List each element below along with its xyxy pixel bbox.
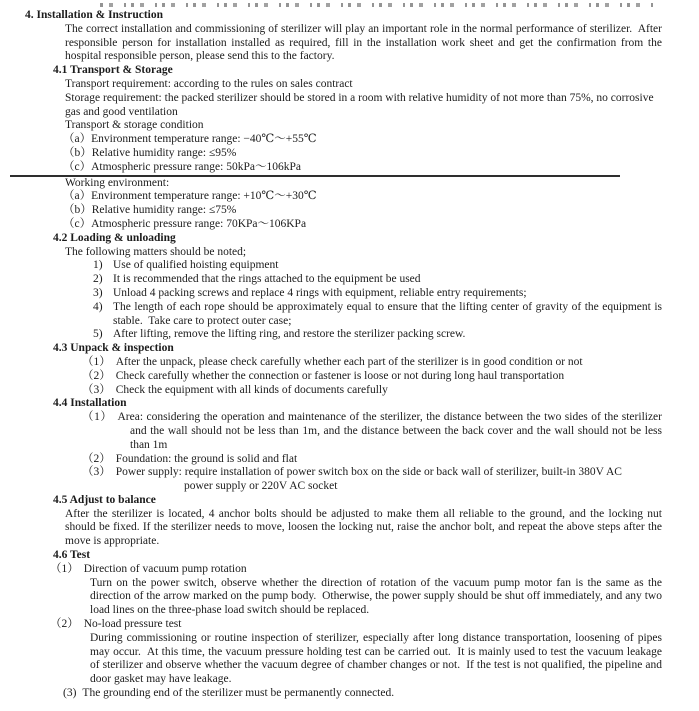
text-line: [0, 563, 662, 577]
text-line: [0, 687, 662, 701]
line-text: The length of each rope should be approximately equal to ensure that the lifting center of gravity of the equipment is stable. Take care to protect outer case;: [113, 300, 662, 327]
list-marker: （1）: [82, 411, 113, 424]
line-text: Power supply: require installation of power switch box on the side or back wall of sterilizer, built-in 380V AC: [115, 466, 622, 479]
text-line: [65, 92, 662, 120]
text-line: [0, 287, 662, 301]
list-marker: （2）: [82, 369, 111, 382]
line-text: Working environment:: [65, 176, 170, 189]
line-text: Direction of vacuum pump rotation: [83, 562, 247, 575]
text-line: [0, 618, 662, 632]
text-line: [0, 301, 662, 329]
list-marker: (3): [63, 687, 77, 700]
list-marker: （1）: [50, 562, 79, 575]
line-text: Storage requirement: the packed sterilizer should be stored in a room with relative humidity of not more than 75%, no corrosive gas and good ventilation: [65, 91, 654, 118]
line-text: Relative humidity range: ≤95%: [91, 146, 237, 159]
list-marker: 5): [93, 328, 103, 341]
line-text: The following matters should be noted;: [65, 245, 247, 258]
text-line: [184, 480, 662, 494]
line-text: 4.4 Installation: [53, 397, 127, 410]
line-text: 4.3 Unpack & inspection: [53, 342, 174, 355]
text-line: [0, 411, 662, 452]
list-marker: 2): [93, 273, 103, 286]
text-line: [63, 161, 662, 175]
text-line: [53, 549, 662, 563]
text-line: [0, 370, 662, 384]
text-line: [65, 119, 662, 133]
text-line: [53, 494, 662, 508]
line-text: 4. Installation & Instruction: [25, 9, 164, 21]
text-line: [65, 78, 662, 92]
line-text: Relative humidity range: ≤75%: [91, 204, 237, 217]
text-line: [90, 632, 662, 687]
list-marker: （b）: [63, 204, 92, 217]
text-line: [65, 23, 662, 64]
line-text: Transport & storage condition: [65, 119, 204, 132]
text-line: [63, 133, 662, 147]
text-line: [53, 342, 662, 356]
text-line: [0, 384, 662, 398]
text-line: [65, 508, 662, 549]
text-line: [53, 64, 662, 78]
list-marker: （b）: [63, 146, 92, 159]
line-text: 4.1 Transport & Storage: [53, 64, 173, 77]
line-text: Turn on the power switch, observe whether the direction of rotation of the vacuum pump motor fan is the same as the direction of the arrow marked on the pump body. Otherwise, the power supply should be shut off immediately, and any two load lines on the three-phase load switch should be replaced.: [90, 576, 662, 617]
text-line: [63, 190, 662, 204]
text-line: [63, 218, 662, 232]
line-text: After the sterilizer is located, 4 anchor bolts should be adjusted to make them all reliable to the ground, and the locking nut should be fixed. If the sterilizer needs to move, loosen the locking nut, raise the anchor bolt, and repeat the above steps after the move is appropriate.: [65, 507, 662, 548]
line-text: No-load pressure test: [83, 618, 182, 631]
list-marker: （3）: [82, 466, 111, 479]
line-text: Unload 4 packing screws and replace 4 rings with equipment, reliable entry requirements;: [113, 286, 527, 299]
line-text: 4.2 Loading & unloading: [53, 231, 176, 244]
list-marker: （3）: [82, 383, 111, 396]
list-marker: 3): [93, 286, 103, 299]
text-line: [65, 177, 662, 191]
text-line: [53, 232, 662, 246]
list-marker: （c）: [63, 217, 92, 230]
text-line: [0, 328, 662, 342]
line-text: Environment temperature range: +10℃～+30℃: [91, 190, 317, 203]
line-text: Area: considering the operation and maintenance of the sterilizer, the distance between the two sides of the sterilizer and the wall should not be less than 1m, and the distance between the back cover and the wall should not be less than 1m: [117, 411, 662, 451]
text-line: [0, 259, 662, 273]
line-text: The grounding end of the sterilizer must be permanently connected.: [82, 687, 395, 700]
line-text: 4.5 Adjust to balance: [53, 493, 156, 506]
line-text: After the unpack, please check carefully whether each part of the sterilizer is in good condition or not: [115, 355, 583, 368]
line-text: Atmospheric pressure range: 50kPa～106kPa: [91, 160, 301, 173]
list-marker: 1): [93, 259, 103, 272]
list-marker: （1）: [82, 355, 111, 368]
line-text: Foundation: the ground is solid and flat: [115, 452, 298, 465]
text-line: [0, 453, 662, 467]
line-text: Check the equipment with all kinds of documents carefully: [115, 383, 388, 396]
list-marker: （2）: [82, 452, 111, 465]
document-body: [0, 3, 662, 701]
text-line: [63, 204, 662, 218]
line-text: The correct installation and commissioning of sterilizer will play an important role in the normal performance of sterilizer. After responsible person for installation installed as required, fill in the installation work sheet and get the confirmation from the hospital responsible person, please send this to the factory.: [65, 22, 662, 63]
line-text: Use of qualified hoisting equipment: [113, 259, 279, 272]
line-text: After lifting, remove the lifting ring, and restore the sterilizer packing screw.: [113, 328, 466, 341]
list-marker: （c）: [63, 160, 92, 173]
text-line: [90, 577, 662, 618]
line-text: It is recommended that the rings attached to the equipment be used: [113, 273, 421, 286]
text-line: [53, 397, 662, 411]
line-text: During commissioning or routine inspection of sterilizer, especially after long distance transportation, loosening of pipes may occur. At this time, the vacuum pressure holding test can be carried out. It is mainly used to test the vacuum leakage of sterilizer and observe whether the vacuum degree of chamber changes or not. If the test is not qualified, the pipeline and door gasket may have leakage.: [90, 631, 662, 686]
line-text: Check carefully whether the connection or fastener is loose or not during long haul transportation: [115, 369, 565, 382]
list-marker: （a）: [63, 190, 92, 203]
line-text: Environment temperature range: −40℃～+55℃: [91, 133, 317, 146]
list-marker: （2）: [50, 618, 79, 631]
line-text: Atmospheric pressure range: 70KPa～106KPa: [91, 217, 307, 230]
cutoff-previous-page-line: [100, 3, 655, 7]
line-text: Transport requirement: according to the rules on sales contract: [65, 77, 353, 90]
text-line: [0, 356, 662, 370]
text-line: [0, 466, 662, 480]
text-line: [25, 9, 662, 23]
text-line: [65, 246, 662, 260]
list-marker: （a）: [63, 133, 92, 146]
line-text: 4.6 Test: [53, 549, 91, 562]
text-line: [63, 147, 662, 161]
text-line: [0, 273, 662, 287]
line-text: power supply or 220V AC socket: [184, 480, 338, 493]
list-marker: 4): [93, 300, 103, 313]
